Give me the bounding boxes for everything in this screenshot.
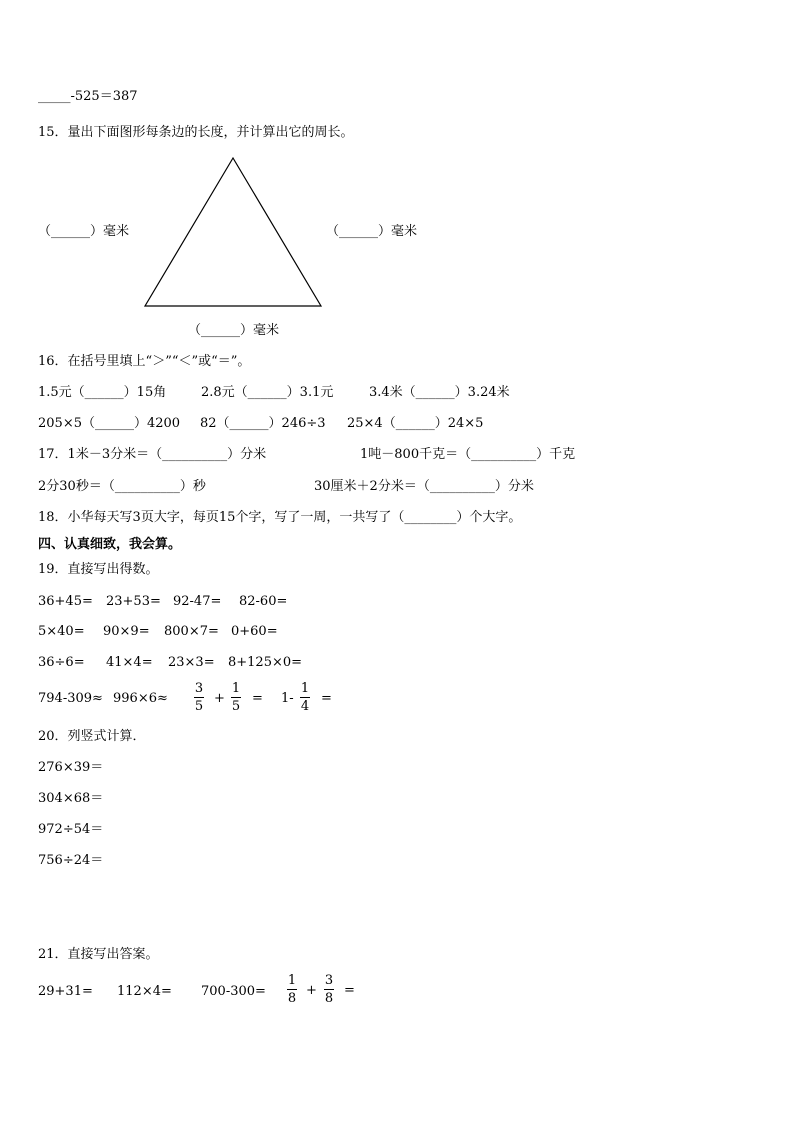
q20-title: 20．列竖式计算．	[38, 729, 146, 744]
section-heading: 四、认真细致，我会算。	[38, 537, 182, 552]
equals-sign: =	[344, 983, 355, 998]
equals-sign: =	[252, 691, 263, 706]
calc-item: 36+45=	[38, 594, 93, 609]
q16-title: 16．在括号里填上“＞”“＜”或“＝”。	[38, 354, 251, 369]
calc-item: 90×9=	[103, 624, 150, 639]
fraction-bar	[287, 989, 297, 990]
fraction-numerator: 1	[287, 973, 297, 988]
fraction-bar	[231, 697, 241, 698]
equation-line: _____-525＝387	[38, 89, 138, 104]
fraction-denominator: 5	[194, 699, 204, 714]
calc-item: 82-60=	[239, 594, 288, 609]
compare-item: 205×5（______）4200	[38, 416, 181, 431]
vertical-calc-item: 972÷54＝	[38, 822, 104, 837]
calc-item: 41×4=	[106, 655, 153, 670]
one-minus: 1-	[281, 691, 294, 706]
fraction-numerator: 1	[231, 681, 241, 696]
equals-sign: =	[321, 691, 332, 706]
fraction-numerator: 3	[324, 973, 334, 988]
unit-conversion-item: 2分30秒＝（__________）秒	[38, 479, 206, 494]
fraction	[298, 681, 312, 714]
plus-sign: +	[306, 983, 317, 998]
fraction	[322, 973, 336, 1006]
calc-item: 5×40=	[38, 624, 85, 639]
vertical-calc-item: 304×68＝	[38, 791, 104, 806]
calc-item: 92-47=	[173, 594, 222, 609]
compare-item: 82（______）246÷3	[200, 416, 326, 431]
estimate-item: 996×6≈	[113, 691, 168, 706]
fraction-denominator: 8	[324, 991, 334, 1006]
vertical-calc-item: 276×39＝	[38, 760, 104, 775]
q18-text: 18．小华每天写3页大字，每页15个字，写了一周，一共写了（________）个大字。	[38, 510, 522, 525]
calc-item: 23×3=	[168, 655, 215, 670]
left-side-label: （______）毫米	[38, 224, 130, 239]
fraction	[285, 973, 299, 1006]
calc-item: 0+60=	[231, 624, 278, 639]
q15-title: 15．量出下面图形每条边的长度，并计算出它的周长。	[38, 125, 354, 140]
compare-item: 3.4米（______）3.24米	[369, 385, 510, 400]
vertical-calc-item: 756÷24＝	[38, 853, 104, 868]
calc-item: 700-300=	[201, 984, 266, 999]
unit-conversion-item: 17．1米－3分米＝（__________）分米	[38, 447, 267, 462]
bottom-side-label: （______）毫米	[188, 323, 280, 338]
triangle	[145, 158, 321, 306]
fraction-denominator: 5	[231, 699, 241, 714]
compare-item: 2.8元（______）3.1元	[201, 385, 334, 400]
fraction	[192, 681, 206, 714]
calc-item: 112×4=	[117, 984, 172, 999]
estimate-item: 794-309≈	[38, 691, 103, 706]
fraction-denominator: 8	[287, 991, 297, 1006]
calc-item: 29+31=	[38, 984, 93, 999]
compare-item: 1.5元（______）15角	[38, 385, 167, 400]
unit-conversion-item: 1吨－800千克＝（__________）千克	[360, 447, 576, 462]
calc-item: 23+53=	[106, 594, 161, 609]
calc-item: 8+125×0=	[228, 655, 303, 670]
fraction	[229, 681, 243, 714]
right-side-label: （______）毫米	[326, 224, 418, 239]
fraction-denominator: 4	[300, 699, 310, 714]
plus-sign: +	[214, 691, 225, 706]
fraction-numerator: 3	[194, 681, 204, 696]
q19-title: 19．直接写出得数。	[38, 562, 159, 577]
calc-item: 800×7=	[164, 624, 219, 639]
fraction-numerator: 1	[300, 681, 310, 696]
unit-conversion-item: 30厘米＋2分米＝（__________）分米	[314, 479, 534, 494]
fraction-bar	[300, 697, 310, 698]
fraction-bar	[194, 697, 204, 698]
compare-item: 25×4（______）24×5	[347, 416, 484, 431]
calc-item: 36÷6=	[38, 655, 85, 670]
q21-title: 21．直接写出答案。	[38, 947, 159, 962]
fraction-bar	[324, 989, 334, 990]
